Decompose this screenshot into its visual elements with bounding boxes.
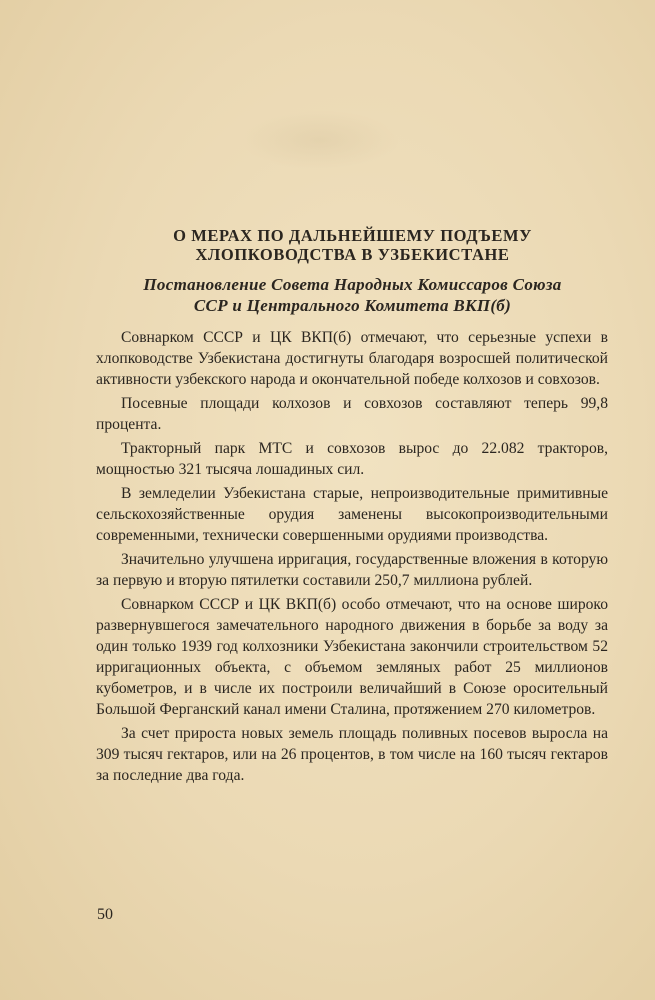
body-text xyxy=(96,327,608,789)
paragraph: В земледелии Узбекистана старые, непроизводительные примитивные сельскохозяйственные орудия заменены высокопроизводительными современными, технически совершенными орудиями производства. xyxy=(96,485,608,544)
title-line-2: ХЛОПКОВОДСТВА В УЗБЕКИСТАНЕ xyxy=(195,245,510,264)
page-number: 50 xyxy=(97,906,113,923)
paragraph: За счет прироста новых земель площадь поливных посевов выросла на 309 тысяч гектаров, или на 26 процентов, в том числе на 160 тысяч гектаров за последние два года. xyxy=(96,725,608,784)
paper-stain xyxy=(240,110,400,170)
subtitle-line-1: Постановление Совета Народных Комиссаров Союза xyxy=(143,275,562,294)
title-line-1: О МЕРАХ ПО ДАЛЬНЕЙШЕМУ ПОДЪЕМУ xyxy=(173,226,532,245)
document-subtitle xyxy=(95,274,610,316)
paragraph: Тракторный парк МТС и совхозов вырос до 22.082 тракторов, мощностью 321 тысяча лошадиных сил. xyxy=(96,440,608,478)
paragraph: Совнарком СССР и ЦК ВКП(б) особо отмечают, что на основе широко развернувшегося замечательного народного движения в борьбе за воду за один только 1939 год колхозники Узбекистана закончили строительством 52 ирригaционных объекта, с объемом земляных работ 25 миллионов кубометров, и в числе их построили величайший в Союзе оросительный Большой Ферганский канал имени Сталина, протяжением 270 километров. xyxy=(96,596,608,718)
document-title xyxy=(95,226,610,264)
paragraph: Значительно улучшена ирригация, государственные вложения в которую за первую и вторую пятилетки составили 250,7 миллиона рублей. xyxy=(96,551,608,589)
paragraph: Совнарком СССР и ЦК ВКП(б) отмечают, что серьезные успехи в хлопководстве Узбекистана достигнуты благодаря возросшей политической активности узбекского народа и окончательной победе колхозов и совхозов. xyxy=(96,329,608,388)
paragraph: Посевные площади колхозов и совхозов составляют теперь 99,8 процента. xyxy=(96,395,608,433)
subtitle-line-2: ССР и Центрального Комитета ВКП(б) xyxy=(193,296,512,315)
